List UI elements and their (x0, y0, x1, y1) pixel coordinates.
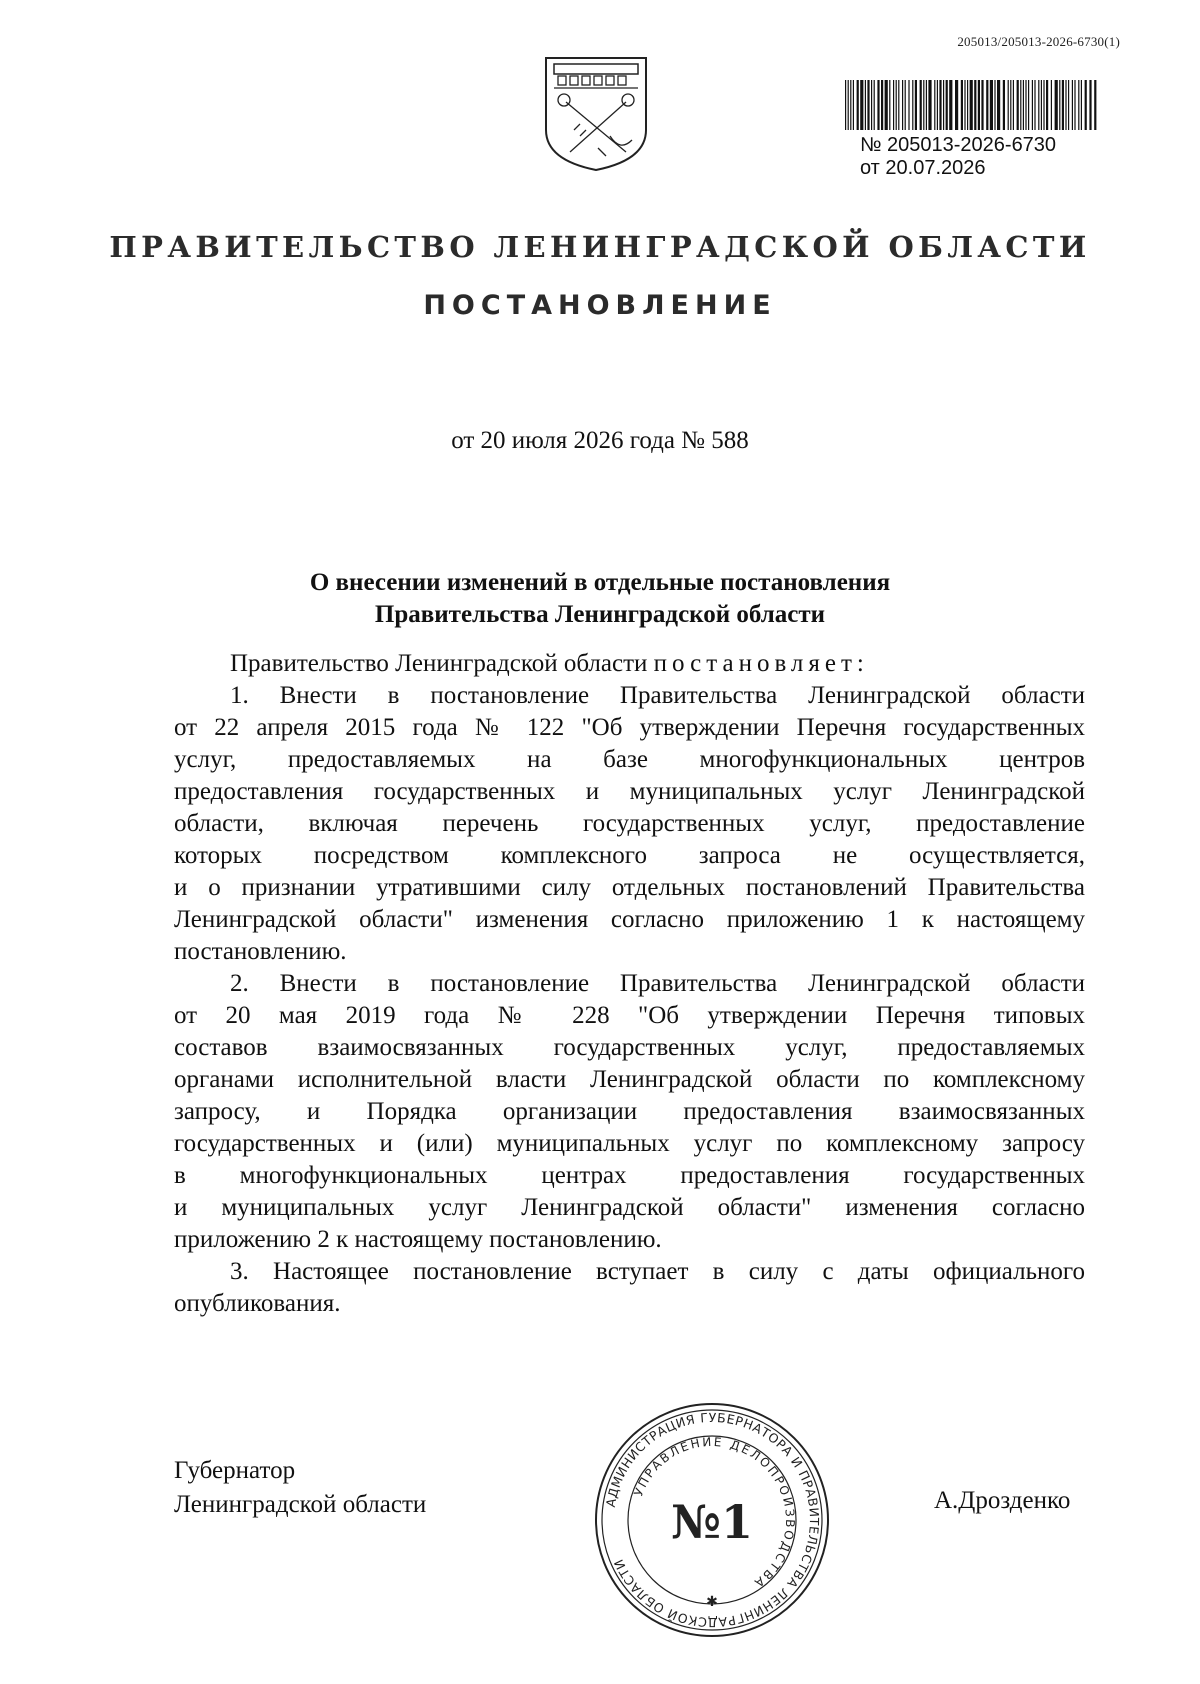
subject-line: О внесении изменений в отдельные постановления (309, 569, 891, 596)
stamp-center-number: №1 (670, 1495, 754, 1549)
paragraph-line: предоставления государственных и муниципальных услуг Ленинградской (174, 778, 1085, 805)
barcode-bar (853, 80, 854, 130)
barcode-bar (1089, 80, 1091, 130)
barcode-bar (1046, 80, 1048, 130)
paragraph-line: 1. Внести в постановление Правительства Ленинградской области (230, 682, 1085, 709)
barcode-bar (881, 80, 883, 130)
document-code: 205013/205013-2026-6730(1) (957, 34, 1120, 49)
barcode-bar (1025, 80, 1026, 130)
paragraph-line: от 20 мая 2019 года № 228 "Об утверждении Перечня типовых (174, 1002, 1085, 1029)
paragraph-line: государственных и (или) муниципальных услуг по комплексному запросу (174, 1130, 1085, 1157)
barcode-bar (1059, 80, 1060, 130)
barcode-bar (974, 80, 976, 130)
barcode-bar (1041, 80, 1042, 130)
barcode-bar (915, 80, 917, 130)
barcode-bar (896, 80, 897, 130)
registration-date: от 20.07.2026 (860, 157, 986, 179)
barcode-bar (970, 80, 973, 130)
barcode-bar (994, 80, 995, 130)
barcode-bar (949, 80, 952, 130)
barcode-bar (997, 80, 1000, 130)
signatory-post: Губернатор (174, 1457, 296, 1484)
barcode-bar (1094, 80, 1096, 130)
preamble (230, 648, 1085, 680)
barcode-bar (1010, 80, 1011, 130)
stamp-star-icon: ✱ (706, 1594, 718, 1610)
barcode-bar (1013, 80, 1014, 130)
barcode-bar (1051, 80, 1052, 130)
paragraph-line: области, включая перечень государственных услуг, предоставление (174, 810, 1085, 837)
document-date-number: от 20 июля 2026 года № 588 (451, 427, 749, 454)
paragraph-line: Ленинградской области" изменения согласно приложению 1 к настоящему (174, 906, 1085, 933)
barcode-bar (902, 80, 903, 130)
barcode-bar (955, 80, 958, 130)
barcode-bar (1017, 80, 1019, 130)
barcode-bar (867, 80, 869, 130)
barcode-bar (871, 80, 872, 130)
official-seal-stamp (592, 1400, 832, 1640)
barcode-bar (939, 80, 941, 130)
barcode-bar (1062, 80, 1064, 130)
paragraph-line: приложению 2 к настоящему постановлению. (174, 1226, 662, 1253)
registration-number: № 205013-2026-6730 (860, 134, 1057, 156)
paragraph-line: и муниципальных услуг Ленинградской области" изменения согласно (174, 1194, 1085, 1221)
barcode-bar (874, 80, 875, 130)
barcode-bar (1074, 80, 1075, 130)
barcode-bar (928, 80, 931, 130)
barcode-bar (943, 80, 944, 130)
barcode-bar (986, 80, 988, 130)
paragraph-line: опубликования. (174, 1290, 341, 1317)
barcode-bar (912, 80, 913, 130)
signatory-post: Ленинградской области (174, 1491, 427, 1518)
barcode-bar (981, 80, 983, 130)
barcode-bar (848, 80, 849, 130)
barcode-bar (1072, 80, 1073, 130)
paragraph-line: услуг, предоставляемых на базе многофункциональных центров (174, 746, 1085, 773)
subject-line: Правительства Ленинградской области (374, 601, 826, 628)
barcode-bar (967, 80, 968, 130)
barcode-bar (850, 80, 851, 130)
barcode-bar (1003, 80, 1005, 130)
barcode-bar (990, 80, 993, 130)
barcode-bar (860, 80, 863, 130)
barcode-bar (845, 80, 846, 130)
paragraph-line: в многофункциональных центрах предоставления государственных (174, 1162, 1085, 1189)
barcode-bar (898, 80, 899, 130)
government-title: ПРАВИТЕЛЬСТВО ЛЕНИНГРАДСКОЙ ОБЛАСТИ (109, 230, 1091, 264)
barcode-bar (937, 80, 938, 130)
paragraph-line: 3. Настоящее постановление вступает в силу с даты официального (230, 1258, 1085, 1285)
barcode-bar (1028, 80, 1029, 130)
barcode-bar (923, 80, 924, 130)
barcode-bar (865, 80, 866, 130)
barcode-bar (978, 80, 980, 130)
signatory-name: А.Дрозденко (934, 1487, 1071, 1514)
barcode-bar (1055, 80, 1058, 130)
barcode (843, 80, 1101, 130)
barcode-bar (1081, 80, 1082, 130)
barcode-bar (920, 80, 922, 130)
barcode-bar (961, 80, 963, 130)
paragraph-line: органами исполнительной власти Ленинградской области по комплексному (174, 1066, 1085, 1093)
barcode-bar (905, 80, 906, 130)
paragraph-line: 2. Внести в постановление Правительства Ленинградской области (230, 970, 1085, 997)
barcode-bar (1043, 80, 1044, 130)
barcode-bar (964, 80, 965, 130)
barcode-bar (934, 80, 935, 130)
paragraph-line: запросу, и Порядка организации предоставления взаимосвязанных (174, 1098, 1085, 1125)
barcode-bar (1034, 80, 1035, 130)
paragraph-line: составов взаимосвязанных государственных услуг, предоставляемых (174, 1034, 1085, 1061)
barcode-bar (1065, 80, 1066, 130)
barcode-bar (946, 80, 948, 130)
barcode-bar (1078, 80, 1079, 130)
paragraph-line: от 22 апреля 2015 года № 122 "Об утверждении Перечня государственных (174, 714, 1085, 741)
barcode-bar (926, 80, 927, 130)
stamp-inner-text: УПРАВЛЕНИЕ ДЕЛОПРОИЗВОДСТВА (631, 1434, 798, 1592)
barcode-bar (1023, 80, 1024, 130)
barcode-bar (1032, 80, 1033, 130)
document-kind: ПОСТАНОВЛЕНИЕ (423, 290, 777, 321)
barcode-bar (1008, 80, 1009, 130)
coat-of-arms-emblem (540, 52, 652, 174)
stamp-ring-text: АДМИНИСТРАЦИЯ ГУБЕРНАТОРА И ПРАВИТЕЛЬСТВА ЛЕНИНГРАДСКОЙ ОБЛАСТИ (602, 1409, 823, 1631)
barcode-bar (889, 80, 890, 130)
barcode-bar (1068, 80, 1069, 130)
paragraph-line: постановлению. (174, 938, 347, 965)
barcode-bar (885, 80, 888, 130)
preamble-verb: постановляет: (653, 650, 869, 677)
barcode-bar (893, 80, 894, 130)
preamble-lead: Правительство Ленинградской области (230, 650, 654, 677)
paragraph-line: и о признании утратившими силу отдельных постановлений Правительства (174, 874, 1085, 901)
barcode-bar (908, 80, 909, 130)
barcode-bar (877, 80, 879, 130)
barcode-bar (1038, 80, 1039, 130)
barcode-bar (1085, 80, 1087, 130)
barcode-bar (1020, 80, 1021, 130)
paragraph-line: которых посредством комплексного запроса не осуществляется, (174, 842, 1085, 869)
barcode-bar (857, 80, 859, 130)
